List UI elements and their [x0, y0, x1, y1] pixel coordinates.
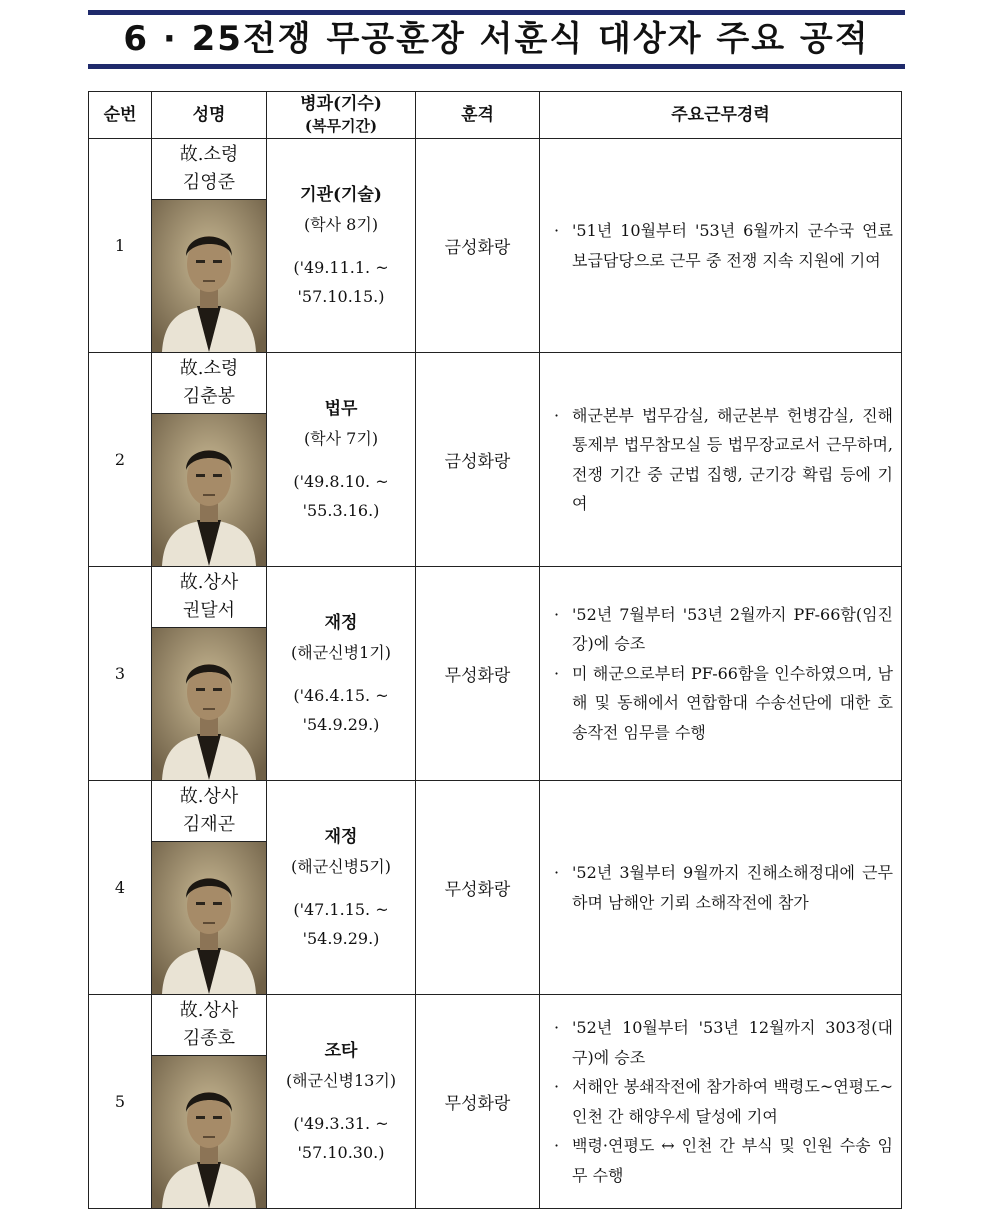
row-number: 3: [89, 567, 152, 781]
career-item: [548, 600, 893, 659]
enlistment-class: (해군신병13기): [285, 1070, 397, 1090]
decoration-cell: 무성화랑: [416, 781, 540, 995]
rank-label: 故.상사: [179, 786, 239, 807]
service-period-start: ('49.8.10. ~: [293, 471, 389, 491]
bullet-dot: ·: [554, 1018, 560, 1037]
enlistment-class: (해군신병5기): [291, 856, 391, 876]
table-row: [89, 139, 902, 353]
header-name: 성명: [152, 92, 267, 139]
name-box: [152, 995, 266, 1056]
name-box: [152, 781, 266, 842]
enlistment-class: (해군신병1기): [291, 642, 391, 662]
career-text: 서해안 봉쇄작전에 참가하여 백령도~연평도~인천 간 해양우세 달성에 기여: [572, 1077, 893, 1126]
career-cell: [540, 781, 902, 995]
career-text: '52년 7월부터 '53년 2월까지 PF-66함(임진강)에 승조: [572, 604, 893, 654]
table-header-row: [89, 92, 902, 139]
name-cell: [152, 567, 267, 781]
awards-table: [88, 91, 902, 1209]
person-name: 김종호: [182, 1028, 236, 1049]
service-period-end: '57.10.30.): [297, 1142, 385, 1162]
portrait-photo: [152, 200, 266, 352]
career-item: [548, 1072, 893, 1131]
branch-name: 조타: [324, 1040, 358, 1061]
header-branch-line1: 병과(기수): [300, 94, 382, 114]
name-cell: [152, 353, 267, 567]
service-period-start: ('49.11.1. ~: [293, 257, 389, 277]
service-period-start: ('47.1.15. ~: [293, 899, 389, 919]
name-cell: [152, 139, 267, 353]
rank-label: 故.상사: [179, 1000, 239, 1021]
career-item: [548, 401, 893, 519]
page-title: 6 · 25전쟁 무공훈장 서훈식 대상자 주요 공적: [123, 19, 870, 59]
branch-name: 기관(기술): [300, 184, 382, 205]
portrait-photo: [152, 414, 266, 566]
name-box: [152, 139, 266, 200]
rank-label: 故.소령: [179, 358, 239, 379]
career-item: [548, 659, 893, 748]
enlistment-class: (학사 7기): [303, 428, 379, 448]
branch-cell: [267, 995, 416, 1209]
career-item: [548, 858, 893, 917]
branch-cell: [267, 781, 416, 995]
portrait-photo: [152, 842, 266, 994]
portrait-photo: [152, 628, 266, 780]
decoration-cell: 무성화랑: [416, 567, 540, 781]
career-cell: [540, 353, 902, 567]
bullet-dot: ·: [554, 863, 560, 882]
header-decoration: 훈격: [416, 92, 540, 139]
career-cell: [540, 139, 902, 353]
branch-name: 재정: [324, 826, 358, 847]
row-number: 4: [89, 781, 152, 995]
row-number: 5: [89, 995, 152, 1209]
bullet-dot: ·: [554, 663, 560, 683]
service-period-end: '55.3.16.): [302, 500, 380, 520]
table-row: [89, 567, 902, 781]
header-branch: [267, 92, 416, 139]
service-period-start: ('49.3.31. ~: [293, 1113, 389, 1133]
header-career: 주요근무경력: [540, 92, 902, 139]
name-box: [152, 567, 266, 628]
decoration-cell: 금성화랑: [416, 353, 540, 567]
career-text: 미 해군으로부터 PF-66함을 인수하였으며, 남해 및 동해에서 연합함대 수송선단에 대한 호송작전 임무를 수행: [572, 663, 893, 742]
table-row: [89, 353, 902, 567]
name-cell: [152, 781, 267, 995]
title-bottom-rule: [88, 64, 905, 69]
branch-cell: [267, 139, 416, 353]
career-text: '52년 3월부터 9월까지 진해소해정대에 근무하며 남해안 기뢰 소해작전에 참가: [572, 863, 893, 912]
rank-label: 故.상사: [179, 572, 239, 593]
service-period-end: '57.10.15.): [297, 286, 385, 306]
career-item: [548, 216, 893, 275]
bullet-dot: ·: [554, 1077, 560, 1096]
decoration-cell: 무성화랑: [416, 995, 540, 1209]
bullet-dot: ·: [554, 405, 560, 425]
decoration-cell: 금성화랑: [416, 139, 540, 353]
rank-label: 故.소령: [179, 144, 239, 165]
person-name: 김재곤: [182, 814, 236, 835]
branch-cell: [267, 567, 416, 781]
person-name: 권달서: [182, 600, 236, 621]
career-text: 해군본부 법무감실, 해군본부 헌병감실, 진해통제부 법무참모실 등 법무장교로서 근무하며, 전쟁 기간 중 군법 집행, 군기강 확립 등에 기여: [572, 405, 893, 513]
career-text: '51년 10월부터 '53년 6월까지 군수국 연료보급담당으로 근무 중 전쟁 지속 지원에 기여: [572, 221, 893, 270]
header-no: 순번: [89, 92, 152, 139]
bullet-dot: ·: [554, 221, 560, 240]
service-period-end: '54.9.29.): [302, 714, 380, 734]
name-box: [152, 353, 266, 414]
portrait-photo: [152, 1056, 266, 1208]
career-item: [548, 1013, 893, 1072]
table-row: [89, 781, 902, 995]
service-period-end: '54.9.29.): [302, 928, 380, 948]
career-text: 백령·연평도 ↔ 인천 간 부식 및 인원 수송 임무 수행: [572, 1136, 893, 1185]
person-name: 김춘봉: [182, 386, 236, 407]
branch-name: 법무: [324, 398, 358, 419]
career-item: [548, 1131, 893, 1190]
bullet-dot: ·: [554, 1136, 560, 1155]
person-name: 김영준: [182, 172, 236, 193]
career-cell: [540, 567, 902, 781]
branch-name: 재정: [324, 612, 358, 633]
career-cell: [540, 995, 902, 1209]
bullet-dot: ·: [554, 604, 560, 624]
enlistment-class: (학사 8기): [303, 214, 379, 234]
service-period-start: ('46.4.15. ~: [293, 685, 389, 705]
table-row: [89, 995, 902, 1209]
row-number: 2: [89, 353, 152, 567]
career-text: '52년 10월부터 '53년 12월까지 303정(대구)에 승조: [572, 1018, 893, 1067]
row-number: 1: [89, 139, 152, 353]
branch-cell: [267, 353, 416, 567]
header-branch-line2: (복무기간): [304, 117, 378, 135]
name-cell: [152, 995, 267, 1209]
